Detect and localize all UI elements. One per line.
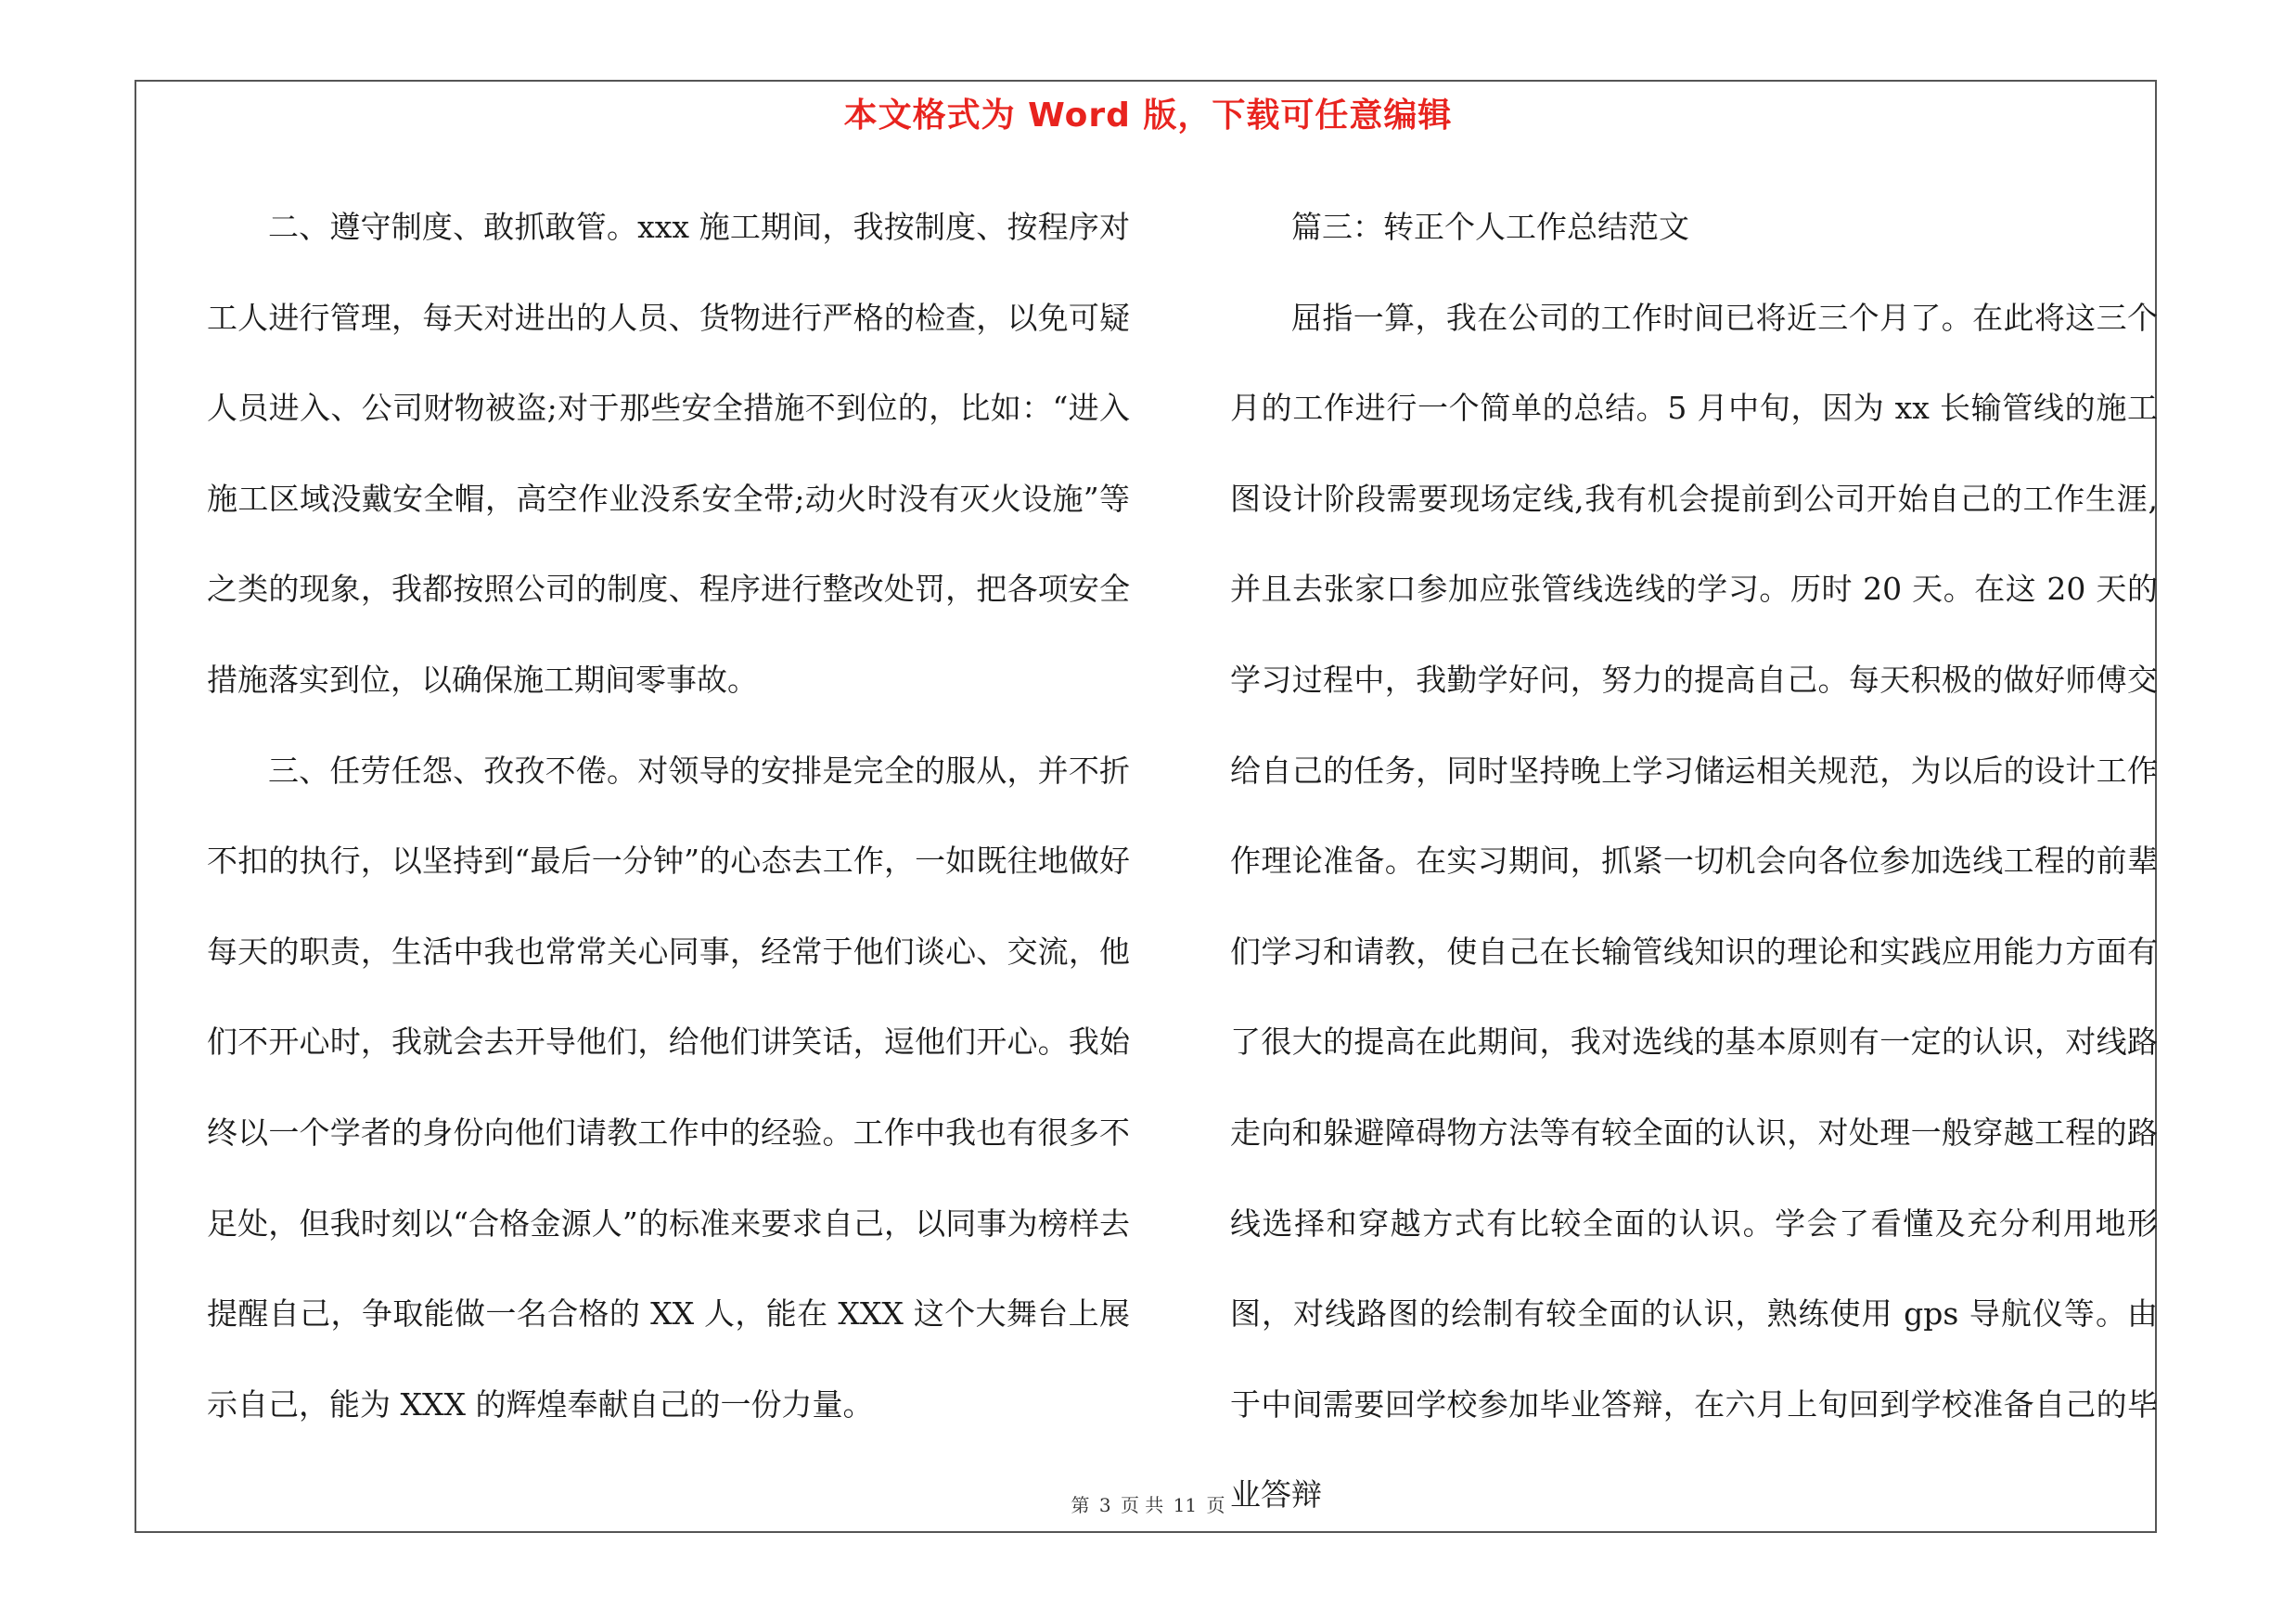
- left-column: [207, 182, 1130, 1449]
- paragraph-diligence: 三、任劳任怨、孜孜不倦。对领导的安排是完全的服从，并不折不扣的执行，以坚持到“最后一分钟”的心态去工作，一如既往地做好每天的职责，生活中我也常常关心同事，经常于他们谈心、交流，他们不开心时，我就会去开导他们，给他们讲笑话，逗他们开心。我始终以一个学者的身份向他们请教工作中的经验。工作中我也有很多不足处，但我时刻以“合格金源人”的标准来要求自己，以同事为榜样去提醒自己，争取能做一名合格的 XX 人，能在 XXX 这个大舞台上展示自己，能为 XXX 的辉煌奉献自己的一份力量。: [207, 752, 1130, 1423]
- current-page-number: 3: [1098, 1494, 1111, 1516]
- footer-prefix: 第: [1071, 1494, 1090, 1516]
- page-footer: [0, 1490, 2296, 1517]
- section-title: 篇三：转正个人工作总结范文: [1291, 209, 1689, 245]
- paragraph-summary: 屈指一算，我在公司的工作时间已将近三个月了。在此将这三个月的工作进行一个简单的总结。5 月中旬，因为 xx 长输管线的施工图设计阶段需要现场定线,我有机会提前到公司开始自己的工作生涯,并且去张家口参加应张管线选线的学习。历时 20 天。在这 20 天的学习过程中，我勤学好问，努力的提高自己。每天积极的做好师傅交给自己的任务，同时坚持晚上学习储运相关规范，为以后的设计工作作理论准备。在实习期间，抓紧一切机会向各位参加选线工程的前辈们学习和请教，使自己在长输管线知识的理论和实践应用能力方面有了很大的提高在此期间，我对选线的基本原则有一定的认识，对线路走向和躲避障碍物方法等有较全面的认识，对处理一般穿越工程的路线选择和穿越方式有比较全面的认识。学会了看懂及充分利用地形图，对线路图的绘制有较全面的认识，熟练使用 gps 导航仪等。由于中间需要回学校参加毕业答辩，在六月上旬回到学校准备自己的毕业答辩: [1230, 299, 2158, 1514]
- right-column: [1230, 182, 2158, 1540]
- paragraph-discipline: 二、遵守制度、敢抓敢管。xxx 施工期间，我按制度、按程序对工人进行管理，每天对进出的人员、货物进行严格的检查，以免可疑人员进入、公司财物被盗;对于那些安全措施不到位的，比如：“进入施工区域没戴安全帽，高空作业没系安全带;动火时没有灭火设施”等之类的现象，我都按照公司的制度、程序进行整改处罚，把各项安全措施落实到位，以确保施工期间零事故。: [207, 209, 1130, 698]
- footer-middle: 页 共: [1120, 1494, 1164, 1516]
- format-banner: 本文格式为 Word 版，下载可任意编辑: [843, 97, 1453, 135]
- total-page-count: 11: [1173, 1494, 1198, 1516]
- footer-suffix: 页: [1206, 1494, 1225, 1516]
